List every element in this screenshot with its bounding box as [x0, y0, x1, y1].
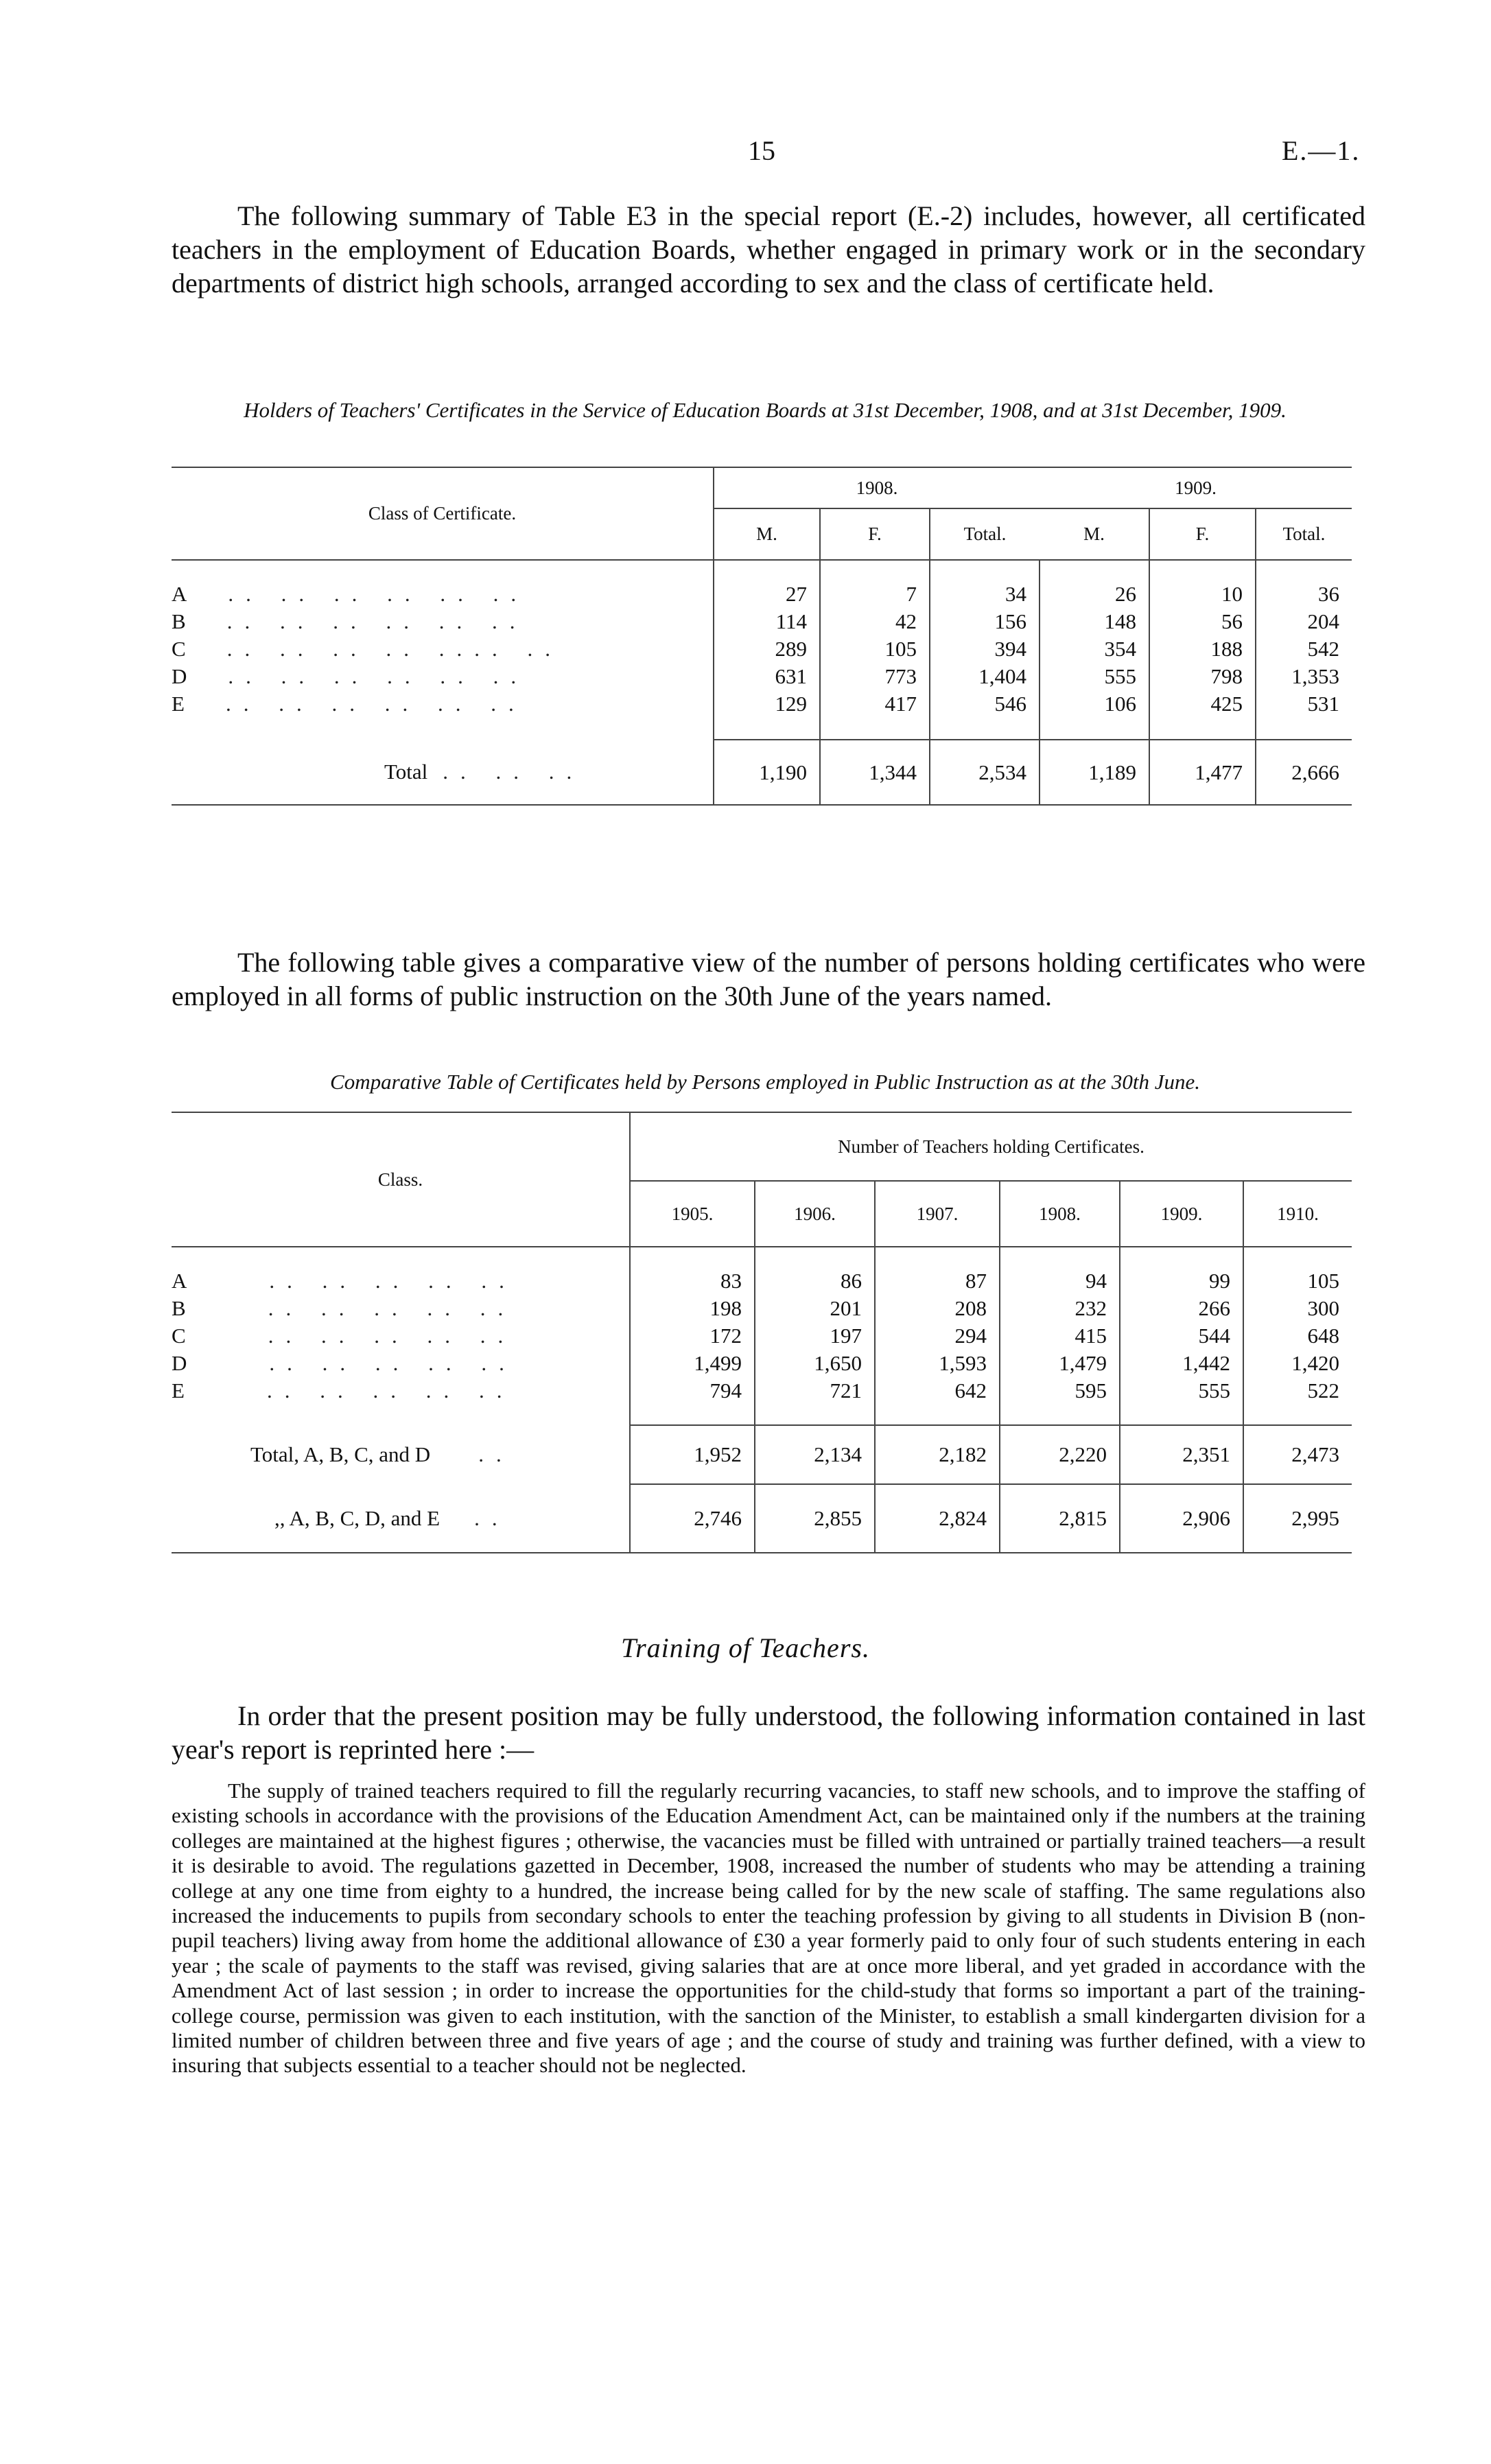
row-label: E	[172, 692, 185, 716]
table-cell: 2,534	[930, 740, 1040, 805]
total-row: ,, A, B, C, D, and E .. 2,746 2,855 2,824 2,815 2,906 2,995	[172, 1484, 1352, 1553]
table-cell: 2,182	[875, 1425, 1000, 1484]
table-cell: 2,220	[1000, 1425, 1120, 1484]
table-cell: 394	[930, 635, 1040, 663]
table-row: E .. .. .. .. .. .. 129 417 546 106 425 531	[172, 690, 1352, 718]
table-cell: 595	[1000, 1377, 1120, 1405]
table-row: E .. .. .. .. .. 794 721 642 595 555 522	[172, 1377, 1352, 1405]
table-cell: 546	[930, 690, 1040, 718]
table-cell: 555	[1120, 1377, 1243, 1405]
table-cell: 300	[1243, 1295, 1352, 1322]
table-cell: 2,351	[1120, 1425, 1243, 1484]
class-of-certificate-header: Class of Certificate.	[368, 503, 517, 524]
class-header: Class.	[377, 1169, 423, 1190]
intro-paragraph-text: The following summary of Table E3 in the special report (E.-2) includes, however, all certificated teachers in the employment of Education Boards, whether engaged in primary work or in the secondary departments of district high schools, arranged according to sex and the class of certificate held.	[172, 200, 1365, 298]
table-cell: 2,473	[1243, 1425, 1352, 1484]
table-cell: 87	[875, 1267, 1000, 1295]
table-cell: 156	[930, 608, 1040, 635]
table-cell: 26	[1040, 580, 1149, 608]
table-cell: 86	[755, 1267, 875, 1295]
table-cell: 172	[630, 1322, 755, 1350]
table-cell: 1,650	[755, 1350, 875, 1377]
year-header: 1906.	[755, 1181, 875, 1247]
table-cell: 1,420	[1243, 1350, 1352, 1377]
row-label: E	[172, 1378, 185, 1403]
row-label: D	[172, 664, 187, 688]
table-cell: 773	[820, 663, 930, 690]
table-cell: 1,593	[875, 1350, 1000, 1377]
row-label: A	[172, 1269, 187, 1293]
year-header: 1907.	[875, 1181, 1000, 1247]
row-label: A	[172, 582, 187, 606]
intro-paragraph	[172, 199, 1365, 300]
row-label: B	[172, 1296, 186, 1320]
table-cell: 204	[1256, 608, 1352, 635]
page-reference: E.—1.	[1282, 135, 1361, 166]
table-cell: 531	[1256, 690, 1352, 718]
total-label: Total, A, B, C, and D	[250, 1442, 431, 1466]
table-cell: 2,855	[755, 1484, 875, 1553]
total-label: Total	[384, 760, 428, 784]
sub-header-total-1908: Total.	[930, 508, 1040, 560]
certificates-table-1908-1909	[172, 467, 1352, 806]
table-row: D .. .. .. .. .. .. 631 773 1,404 555 798 1,353	[172, 663, 1352, 690]
table-row: B .. .. .. .. .. .. 114 42 156 148 56 204	[172, 608, 1352, 635]
table-cell: 2,666	[1256, 740, 1352, 805]
table-row: A .. .. .. .. .. .. 27 7 34 26 10 36	[172, 580, 1352, 608]
table-cell: 417	[820, 690, 930, 718]
table-row: B .. .. .. .. .. 198 201 208 232 266 300	[172, 1295, 1352, 1322]
table-cell: 294	[875, 1322, 1000, 1350]
table-cell: 27	[714, 580, 820, 608]
table-cell: 544	[1120, 1322, 1243, 1350]
table-cell: 83	[630, 1267, 755, 1295]
year-1909-header: 1909.	[1175, 477, 1217, 498]
table-cell: 10	[1149, 580, 1256, 608]
sub-header-m-1909: M.	[1040, 508, 1149, 560]
table-cell: 36	[1256, 580, 1352, 608]
table-cell: 197	[755, 1322, 875, 1350]
table-cell: 1,189	[1040, 740, 1149, 805]
table-cell: 1,190	[714, 740, 820, 805]
total-row: Total .. .. .. 1,190 1,344 2,534 1,189 1,477 2,666	[172, 740, 1352, 805]
table2-caption: Comparative Table of Certificates held by Persons employed in Public Instruction as at the 30th June.	[330, 1070, 1200, 1094]
table-cell: 642	[875, 1377, 1000, 1405]
table-cell: 56	[1149, 608, 1256, 635]
table-cell: 42	[820, 608, 930, 635]
sub-header-total-1909: Total.	[1256, 508, 1352, 560]
table-cell: 2,815	[1000, 1484, 1120, 1553]
table1-caption: Holders of Teachers' Certificates in the Service of Education Boards at 31st December, 1908, and at 31st December, 1909.	[244, 398, 1287, 422]
year-header: 1905.	[630, 1181, 755, 1247]
table-cell: 2,995	[1243, 1484, 1352, 1553]
section-heading-training: Training of Teachers.	[621, 1632, 870, 1663]
table-cell: 105	[820, 635, 930, 663]
table-cell: 798	[1149, 663, 1256, 690]
table-cell: 114	[714, 608, 820, 635]
year-header: 1909.	[1120, 1181, 1243, 1247]
table-cell: 631	[714, 663, 820, 690]
table-cell: 7	[820, 580, 930, 608]
table-cell: 1,442	[1120, 1350, 1243, 1377]
table-cell: 425	[1149, 690, 1256, 718]
table-cell: 2,824	[875, 1484, 1000, 1553]
table-cell: 208	[875, 1295, 1000, 1322]
table-cell: 266	[1120, 1295, 1243, 1322]
table-cell: 1,479	[1000, 1350, 1120, 1377]
comparative-certificates-table	[172, 1112, 1352, 1553]
row-label: D	[172, 1351, 187, 1375]
comparative-paragraph-text: The following table gives a comparative view of the number of persons holding certificates who were employed in all forms of public instruction on the 30th June of the years named.	[172, 947, 1365, 1011]
training-intro-paragraph	[172, 1699, 1365, 1766]
comparative-paragraph	[172, 946, 1365, 1013]
table-cell: 1,353	[1256, 663, 1352, 690]
table-cell: 2,746	[630, 1484, 755, 1553]
table-row: C .. .. .. .. .... .. 289 105 394 354 188 542	[172, 635, 1352, 663]
training-intro-text: In order that the present position may be fully understood, the following information contained in last year's report is reprinted here :—	[172, 1700, 1365, 1765]
table-cell: 721	[755, 1377, 875, 1405]
training-body-paragraph	[172, 1779, 1365, 2078]
table-cell: 648	[1243, 1322, 1352, 1350]
table-cell: 94	[1000, 1267, 1120, 1295]
sub-header-f-1908: F.	[820, 508, 930, 560]
table-cell: 289	[714, 635, 820, 663]
table-cell: 198	[630, 1295, 755, 1322]
table-cell: 1,952	[630, 1425, 755, 1484]
table-cell: 232	[1000, 1295, 1120, 1322]
table-cell: 106	[1040, 690, 1149, 718]
table-cell: 415	[1000, 1322, 1120, 1350]
table-row: C .. .. .. .. .. 172 197 294 415 544 648	[172, 1322, 1352, 1350]
table-cell: 1,344	[820, 740, 930, 805]
year-header: 1908.	[1000, 1181, 1120, 1247]
table-cell: 1,499	[630, 1350, 755, 1377]
table-cell: 105	[1243, 1267, 1352, 1295]
table-cell: 99	[1120, 1267, 1243, 1295]
row-label: B	[172, 609, 186, 633]
table-cell: 1,477	[1149, 740, 1256, 805]
table-row: D .. .. .. .. .. 1,499 1,650 1,593 1,479 1,442 1,420	[172, 1350, 1352, 1377]
table-cell: 555	[1040, 663, 1149, 690]
sub-header-m-1908: M.	[714, 508, 820, 560]
table-cell: 34	[930, 580, 1040, 608]
training-body-text: The supply of trained teachers required to fill the regularly recurring vacancies, to staff new schools, and to improve the staffing of existing schools in accordance with the provisions of the Education Amendment Act, can be maintained only if the numbers at the training colleges are maintained at the highest figures ; otherwise, the vacancies must be filled with untrained or partially trained teachers—a result it is desirable to avoid. The regulations gazetted in December, 1908, increased the number of students who may be attending a training college at any one time from eighty to a hundred, the increase being called for by the new scale of staffing. The same regulations also increased the inducements to pupils from secondary schools to enter the teaching profession by giving to all students in Division B (non-pupil teachers) living away from home the additional allowance of £30 a year formerly paid to only four of such students entering in each year ; the scale of payments to the staff was revised, giving salaries that are at once more liberal, and yet graded in accordance with the Amendment Act of last session ; in order to increase the opportunities for the child-study that forms so important a part of the training-college course, permission was given to each institution, with the sanction of the Minister, to establish a small kindergarten division for a limited number of children between three and five years of age ; and the course of study and training was further defined, with a view to insuring that subjects essential to a teacher should not be neglected.	[172, 1779, 1365, 2078]
year-1908-header: 1908.	[714, 467, 1040, 508]
table-cell: 522	[1243, 1377, 1352, 1405]
page-number: 15	[748, 135, 775, 166]
table-cell: 2,906	[1120, 1484, 1243, 1553]
table-cell: 1,404	[930, 663, 1040, 690]
sub-header-f-1909: F.	[1149, 508, 1256, 560]
row-label: C	[172, 1324, 186, 1348]
table-cell: 2,134	[755, 1425, 875, 1484]
teachers-holding-certificates-header: Number of Teachers holding Certificates.	[630, 1112, 1352, 1181]
total-label: ,, A, B, C, D, and E	[274, 1505, 441, 1530]
table-cell: 354	[1040, 635, 1149, 663]
table-cell: 129	[714, 690, 820, 718]
table-cell: 188	[1149, 635, 1256, 663]
table-cell: 148	[1040, 608, 1149, 635]
table-cell: 542	[1256, 635, 1352, 663]
total-row: Total, A, B, C, and D .. 1,952 2,134 2,182 2,220 2,351 2,473	[172, 1425, 1352, 1484]
table-row: A .. .. .. .. .. 83 86 87 94 99 105	[172, 1267, 1352, 1295]
row-label: C	[172, 637, 186, 661]
table-cell: 794	[630, 1377, 755, 1405]
table-cell: 201	[755, 1295, 875, 1322]
year-header: 1910.	[1243, 1181, 1352, 1247]
